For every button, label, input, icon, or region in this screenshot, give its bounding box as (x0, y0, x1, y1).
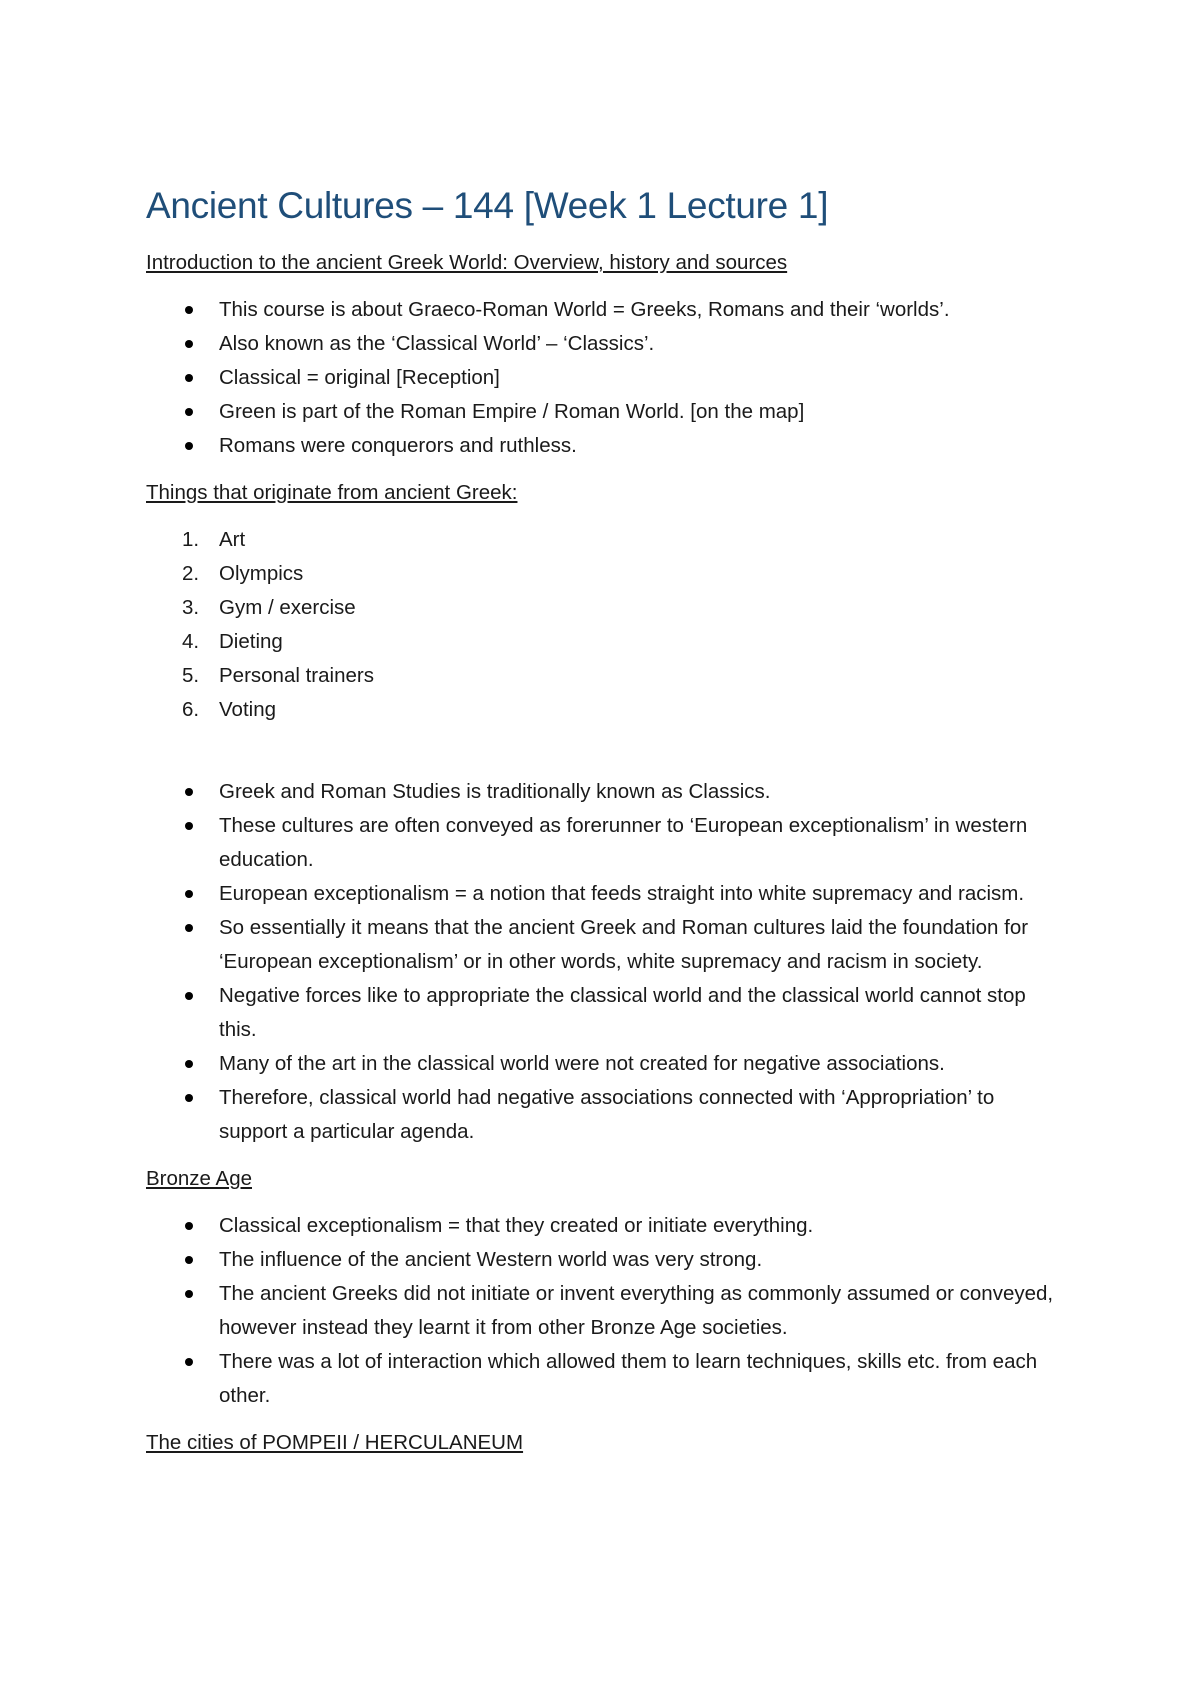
list-number: 5. (182, 664, 200, 687)
numbered-list-originate (146, 523, 1066, 727)
list-item-text: Gym / exercise (219, 596, 356, 619)
list-item (146, 557, 1066, 591)
list-item-text: Art (219, 528, 246, 551)
document-body (146, 183, 1066, 1473)
list-item-text: Personal trainers (219, 664, 374, 687)
list-item (146, 659, 1066, 693)
list-item (146, 625, 1066, 659)
list-item: There was a lot of interaction which allowed them to learn techniques, skills etc. from each other. (146, 1345, 1066, 1413)
list-item: This course is about Graeco-Roman World = Greeks, Romans and their ‘worlds’. (146, 293, 1066, 327)
list-item: The ancient Greeks did not initiate or invent everything as commonly assumed or conveyed, however instead they learnt it from other Bronze Age societies. (146, 1277, 1066, 1345)
list-item (146, 693, 1066, 727)
section-heading-introduction: Introduction to the ancient Greek World: Overview, history and sources (146, 251, 788, 274)
section-heading-originate: Things that originate from ancient Greek: (146, 481, 518, 504)
list-item: Negative forces like to appropriate the classical world and the classical world cannot stop this. (146, 979, 1066, 1047)
list-item-text: Voting (219, 698, 276, 721)
list-number: 3. (182, 596, 200, 619)
list-number: 2. (182, 562, 200, 585)
document-title: Ancient Cultures – 144 [Week 1 Lecture 1] (146, 185, 829, 226)
bullet-list-introduction (146, 293, 1066, 463)
list-item: Classical exceptionalism = that they created or initiate everything. (146, 1209, 1066, 1243)
list-item (146, 591, 1066, 625)
bullet-list-classics (146, 775, 1066, 1149)
list-item: Therefore, classical world had negative associations connected with ‘Appropriation’ to support a particular agenda. (146, 1081, 1066, 1149)
list-item (146, 523, 1066, 557)
list-number: 6. (182, 698, 200, 721)
list-item: Greek and Roman Studies is traditionally known as Classics. (146, 775, 1066, 809)
list-item: Classical = original [Reception] (146, 361, 1066, 395)
section-heading-bronze-age: Bronze Age (146, 1167, 252, 1190)
list-item: So essentially it means that the ancient Greek and Roman cultures laid the foundation for ‘European exceptionalism’ or in other words, white supremacy and racism in society. (146, 911, 1066, 979)
list-item: The influence of the ancient Western world was very strong. (146, 1243, 1066, 1277)
list-item: These cultures are often conveyed as forerunner to ‘European exceptionalism’ in western education. (146, 809, 1066, 877)
section-heading-pompeii: The cities of POMPEII / HERCULANEUM (146, 1431, 524, 1454)
list-number: 1. (182, 528, 200, 551)
paragraph-spacer (146, 743, 1066, 775)
list-item: Green is part of the Roman Empire / Roman World. [on the map] (146, 395, 1066, 429)
list-item: Also known as the ‘Classical World’ – ‘Classics’. (146, 327, 1066, 361)
list-item: Romans were conquerors and ruthless. (146, 429, 1066, 463)
list-item-text: Dieting (219, 630, 283, 653)
list-item-text: Olympics (219, 562, 304, 585)
bullet-list-bronze-age (146, 1209, 1066, 1413)
list-number: 4. (182, 630, 200, 653)
list-item: Many of the art in the classical world were not created for negative associations. (146, 1047, 1066, 1081)
list-item: European exceptionalism = a notion that feeds straight into white supremacy and racism. (146, 877, 1066, 911)
